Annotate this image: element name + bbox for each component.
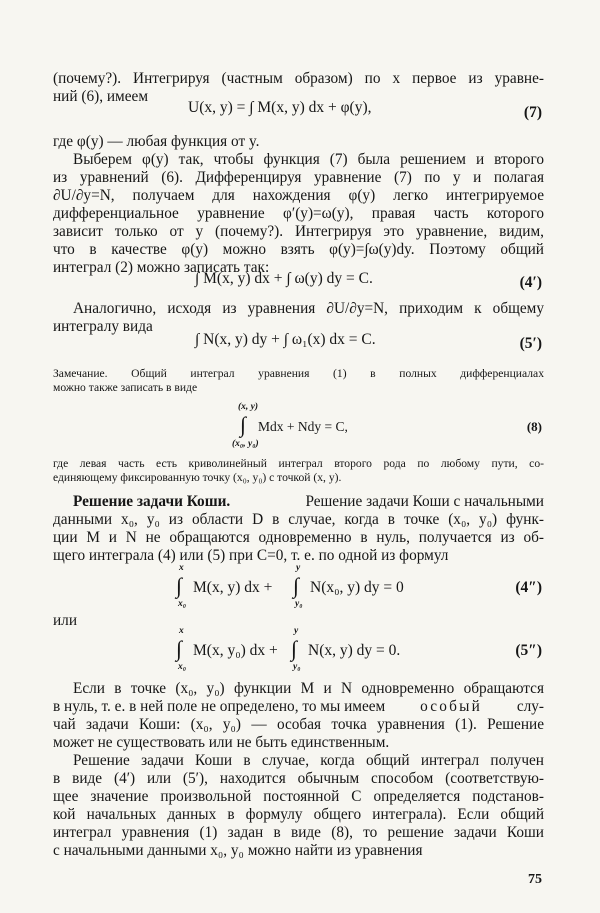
text-fragment: в нуль, т. е. в ней поле не определено, то мы имеем — [53, 698, 386, 715]
text-fragment: Решение задачи Коши с начальными — [305, 493, 544, 510]
integral-lower-limit: y₀ — [293, 662, 301, 672]
remark-line: можно также записать в виде — [53, 381, 198, 394]
equation-number: (4′) — [519, 274, 542, 291]
integral-upper-limit: x — [179, 563, 184, 573]
remark-line: Замечание. Общий интеграл уравнения (1) в полных дифференциалах — [53, 367, 544, 380]
equation-part: N(x, y) dy = 0. — [308, 642, 401, 659]
text-line: дифференциальное уравнение φ′(y)=ω(y), правая часть которого — [53, 205, 544, 222]
equation-5-prime — [195, 331, 376, 349]
integral-upper-limit: y — [294, 626, 299, 636]
text-line: или — [53, 612, 78, 629]
integral-sign: ∫ — [293, 573, 300, 598]
equation-body: ∫ M(x, y) dx + ∫ ω(y) dy = C. — [195, 270, 373, 287]
text-line: из уравнений (6). Дифференцируя уравнение (7) по y и полагая — [53, 169, 544, 186]
integral-upper-limit: x — [179, 626, 184, 636]
text-line: интеграл уравнения (1) задан в виде (8), то решение задачи Коши — [53, 824, 544, 841]
text-line: с начальными данными x₀, y₀ можно найти из уравнения — [53, 842, 423, 859]
equation-part: M(x, y₀) dx + — [193, 642, 278, 659]
emphasized-word: особый — [420, 698, 482, 715]
integral-lower-limit: x₀ — [178, 599, 187, 609]
remark-line: где левая часть есть криволинейный интеграл второго рода по любому пути, со- — [53, 457, 544, 470]
text-line: щего интеграла (4) или (5) при C=0, т. е. по одной из формул — [53, 547, 449, 564]
equation-body: ∫ N(x, y) dy + ∫ ω₁(x) dx = C. — [195, 331, 376, 348]
integral-lower-limit: y₀ — [295, 599, 303, 609]
equation-4-prime — [195, 270, 373, 288]
text-line: зависит только от y (почему?). Интегрируя это уравнение, видим, — [53, 223, 544, 240]
text-line: интегралу вида — [53, 318, 153, 335]
equation-number: (8) — [526, 419, 542, 434]
text-line: Решение задачи Коши в случае, когда общий интеграл получен — [73, 752, 544, 769]
equation-number: (5′) — [519, 335, 542, 352]
equation-number: (5″) — [515, 642, 542, 659]
integral-upper-limit: y — [296, 563, 301, 573]
text-line: Аналогично, исходя из уравнения ∂U/∂y=N, приходим к общему — [73, 300, 544, 317]
text-line: может не существовать или не быть единственным. — [53, 734, 390, 751]
text-line: данными x₀, y₀ из области D в случае, когда в точке (x₀, y₀) функ- — [53, 511, 544, 528]
page-number: 75 — [528, 872, 542, 887]
text-line: где φ(y) — любая функция от y. — [53, 133, 260, 150]
equation-body: U(x, y) = ∫ M(x, y) dx + φ(y), — [188, 99, 372, 116]
text-line: Если в точке (x₀, y₀) функции M и N одновременно обращаются — [73, 680, 544, 697]
text-line: интеграл (2) можно записать так: — [53, 259, 270, 276]
text-line: ции M и N не обращаются одновременно в нуль, получается из об- — [53, 529, 544, 546]
integral-sign: ∫ — [291, 636, 298, 661]
integral-lower-limit: (x₀, y₀) — [232, 439, 259, 449]
equation-number: (7) — [523, 104, 542, 121]
text-line: ний (6), имеем — [53, 88, 148, 105]
text-line: в виде (4′) или (5′), находится обычным способом (соответствую- — [53, 770, 544, 787]
remark-line: единяющему фиксированную точку (x₀, y₀) с точкой (x, y). — [53, 471, 342, 484]
equation-7 — [188, 99, 372, 117]
text-line: кой начальных данных в формулу общего интеграла). Если общий — [53, 806, 544, 823]
text-fragment: слу- — [516, 698, 544, 715]
integral-lower-limit: x₀ — [178, 662, 187, 672]
text-line: щее значение произвольной постоянной C определяется подстанов- — [53, 788, 544, 805]
text-line: Выберем φ(y) так, чтобы функция (7) была решением и второго — [73, 151, 544, 168]
section-heading-line — [73, 493, 544, 511]
integral-upper-limit: (x, y) — [238, 402, 259, 412]
equation-body: Mdx + Ndy = C, — [258, 419, 348, 434]
text-line: (почему?). Интегрируя (частным образом) по x первое из уравне- — [53, 70, 544, 87]
equation-part: M(x, y) dx + — [193, 579, 273, 596]
text-line: чай задачи Коши: (x₀, y₀) — особая точка уравнения (1). Решение — [53, 716, 544, 733]
equation-number: (4″) — [515, 579, 542, 596]
text-line: что в качестве φ(y) можно взять φ(y)=∫ω(y)dy. Поэтому общий — [53, 241, 544, 258]
integral-sign: ∫ — [176, 636, 183, 661]
equation-part: N(x₀, y) dy = 0 — [310, 579, 404, 596]
integral-sign: ∫ — [176, 573, 183, 598]
integral-sign: ∫ — [240, 412, 247, 437]
text-line — [53, 698, 544, 716]
text-line: ∂U/∂y=N, получаем для нахождения φ(y) легко интегрируемое — [53, 187, 544, 204]
section-heading: Решение задачи Коши. — [73, 493, 231, 510]
